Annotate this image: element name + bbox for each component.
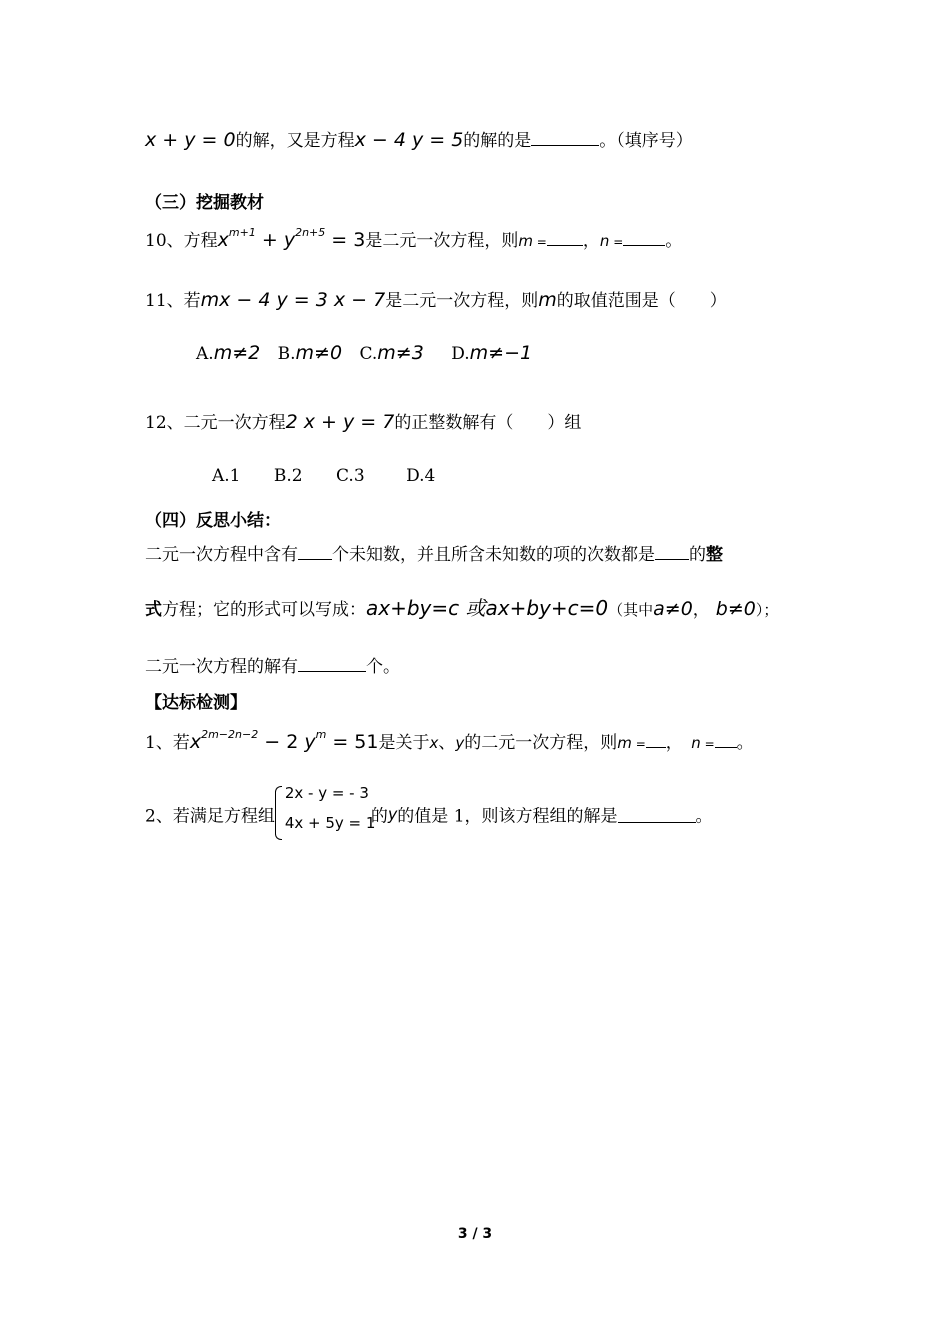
question-11-options — [196, 342, 532, 364]
option-c[interactable]: C.m≠3 — [359, 342, 424, 364]
question-12-options — [212, 466, 435, 486]
question-12: 12、二元一次方程2 x + y = 7的正整数解有（ ）组 — [145, 411, 582, 433]
section-3-title: （三）挖掘教材 — [145, 193, 264, 213]
unknowns-count-blank[interactable] — [298, 543, 332, 560]
line-1: x + y = 0的解，又是方程x − 4 y = 5的解的是 。（填序号） — [145, 129, 693, 151]
equation-x-plus-y: x + y = 0 — [145, 129, 236, 151]
question-11: 11、若mx − 4 y = 3 x − 7是二元一次方程，则m的取值范围是（ ） — [145, 289, 727, 311]
option-a[interactable]: A.m≠2 — [196, 342, 261, 364]
equation-system: 2x - y = - 3 4x + 5y = 1 — [275, 786, 371, 842]
solution-blank[interactable] — [618, 806, 696, 823]
answer-blank[interactable] — [531, 129, 599, 146]
summary-line-2: 式方程；它的形式可以写成：ax+by=c 或ax+by+c=0（其中a≠0， b≠0）； — [145, 596, 779, 620]
option-a[interactable]: A.1 — [212, 466, 241, 486]
option-c[interactable]: C.3 — [336, 466, 365, 486]
m-answer-blank[interactable] — [646, 731, 666, 748]
option-d[interactable]: D.m≠−1 — [451, 342, 533, 364]
option-d[interactable]: D.4 — [406, 466, 436, 486]
section-4-title: （四）反思小结： — [145, 511, 281, 531]
summary-line-1: 二元一次方程中含有 个未知数，并且所含未知数的项的次数都是 的整 — [145, 545, 723, 565]
summary-line-3: 二元一次方程的解有 个。 — [145, 657, 400, 677]
question-10: 10、方程$x^{m+1} + y^{2n+5} = 3$是二元一次方程，则m = ，n = 。 — [145, 226, 683, 251]
test-question-1: 1、若$x^{2m-2n-2} - 2$ $y^m = 51$是关于x、y的二元一次方程，则m = ， n = 。 — [145, 728, 754, 753]
degree-blank[interactable] — [655, 543, 689, 560]
equation-x-minus-4y: x − 4 y = 5 — [354, 129, 464, 151]
page-number: 3 / 3 — [457, 1226, 493, 1242]
test-question-2: 2、若满足方程组 2x - y = - 3 4x + 5y = 1 的y的值是 1，则该方程组的解是 。 — [145, 786, 713, 842]
option-b[interactable]: B.2 — [273, 466, 303, 486]
brace-icon — [275, 786, 282, 840]
option-b[interactable]: B.m≠0 — [277, 342, 343, 364]
m-answer-blank[interactable] — [547, 229, 583, 246]
test-title: 【达标检测】 — [145, 693, 247, 713]
solutions-count-blank[interactable] — [298, 655, 366, 672]
n-answer-blank[interactable] — [623, 229, 665, 246]
n-answer-blank[interactable] — [715, 731, 737, 748]
